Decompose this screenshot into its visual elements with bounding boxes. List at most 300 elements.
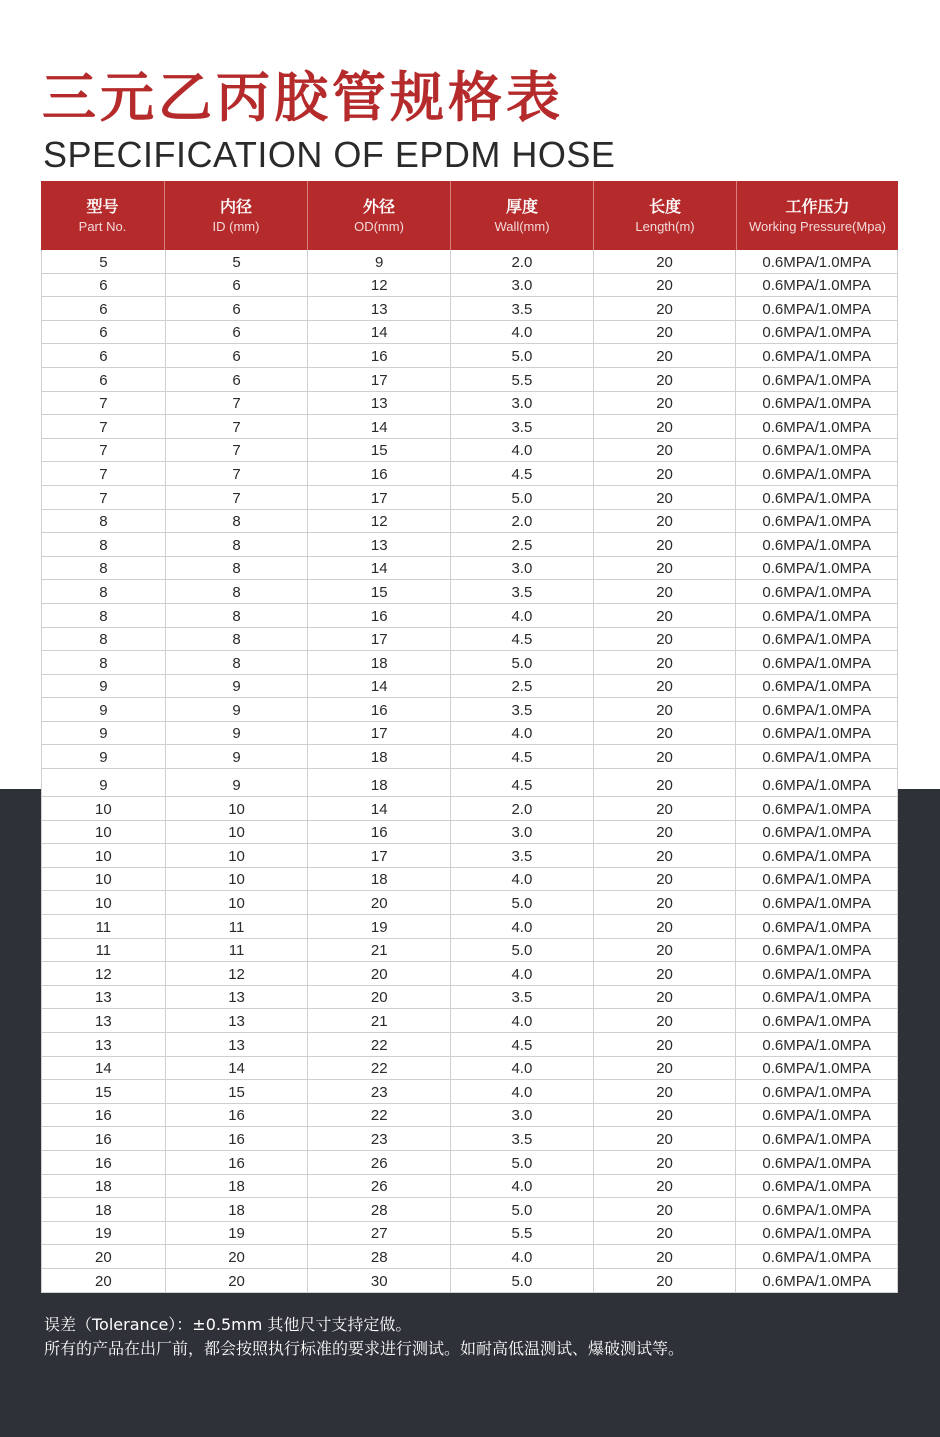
table-row [42, 986, 897, 1010]
table-cell: 20 [594, 722, 737, 745]
table-cell: 7 [42, 392, 166, 415]
table-cell: 20 [594, 250, 737, 273]
table-cell: 5.0 [451, 344, 594, 367]
table-cell: 14 [166, 1057, 309, 1080]
table-cell: 10 [42, 797, 166, 820]
table-cell: 3.5 [451, 415, 594, 438]
table-cell: 7 [42, 439, 166, 462]
table-cell: 3.0 [451, 274, 594, 297]
table-row [42, 1222, 897, 1246]
table-cell: 26 [308, 1175, 451, 1198]
table-cell: 0.6MPA/1.0MPA [762, 824, 872, 842]
header-label-cn: 工作压力 [785, 196, 850, 216]
table-cell: 30 [308, 1269, 451, 1292]
table-cell: 0.6MPA/1.0MPA [762, 871, 872, 889]
table-cell: 21 [308, 939, 451, 962]
table-cell: 9 [42, 722, 166, 745]
table-cell: 0.6MPA/1.0MPA [762, 725, 872, 743]
table-cell: 8 [166, 651, 309, 674]
table-cell: 8 [42, 628, 166, 651]
table-cell: 6 [42, 368, 166, 391]
table-cell: 0.6MPA/1.0MPA [762, 1060, 872, 1078]
table-row [42, 745, 897, 769]
table-cell: 16 [308, 344, 451, 367]
table-cell: 0.6MPA/1.0MPA [762, 942, 872, 960]
table-cell: 15 [308, 439, 451, 462]
table-cell: 16 [166, 1151, 309, 1174]
table-cell: 10 [166, 868, 309, 891]
table-cell: 20 [594, 1033, 737, 1056]
table-cell: 0.6MPA/1.0MPA [762, 418, 872, 436]
table-cell: 11 [42, 915, 166, 938]
table-cell: 14 [308, 557, 451, 580]
table-cell: 4.0 [451, 962, 594, 985]
table-cell: 20 [594, 675, 737, 698]
header-label-cn: 外径 [362, 196, 395, 216]
table-row [42, 797, 897, 821]
table-cell: 11 [166, 915, 309, 938]
table-cell: 20 [594, 891, 737, 914]
table-header [41, 181, 898, 250]
table-row [42, 628, 897, 652]
table-cell: 9 [42, 675, 166, 698]
table-row [42, 915, 897, 939]
table-row [42, 250, 897, 274]
table-cell: 5.0 [451, 939, 594, 962]
table-cell: 16 [308, 821, 451, 844]
table-cell: 22 [308, 1057, 451, 1080]
table-cell: 20 [594, 1175, 737, 1198]
table-cell: 0.6MPA/1.0MPA [762, 513, 872, 531]
table-cell: 7 [42, 486, 166, 509]
table-row [42, 344, 897, 368]
table-cell: 16 [166, 1127, 309, 1150]
table-cell: 0.6MPA/1.0MPA [762, 253, 872, 271]
table-row [42, 651, 897, 675]
table-cell: 0.6MPA/1.0MPA [762, 347, 872, 365]
table-cell: 28 [308, 1245, 451, 1268]
footnotes [44, 1313, 684, 1361]
table-cell: 4.0 [451, 439, 594, 462]
table-cell: 0.6MPA/1.0MPA [762, 965, 872, 983]
table-cell: 13 [308, 533, 451, 556]
table-cell: 5.0 [451, 486, 594, 509]
table-cell: 0.6MPA/1.0MPA [762, 847, 872, 865]
table-cell: 20 [594, 868, 737, 891]
table-cell: 20 [594, 392, 737, 415]
table-cell: 0.6MPA/1.0MPA [762, 1225, 872, 1243]
table-cell: 2.5 [451, 533, 594, 556]
table-cell: 8 [42, 557, 166, 580]
table-cell: 20 [308, 986, 451, 1009]
table-cell: 7 [166, 392, 309, 415]
table-row [42, 769, 897, 797]
table-row [42, 698, 897, 722]
table-cell: 22 [308, 1033, 451, 1056]
table-cell: 20 [594, 580, 737, 603]
table-cell: 6 [42, 344, 166, 367]
table-cell: 4.5 [451, 628, 594, 651]
table-cell: 4.5 [451, 769, 594, 796]
table-cell: 0.6MPA/1.0MPA [762, 1201, 872, 1219]
table-cell: 20 [594, 321, 737, 344]
table-row [42, 1033, 897, 1057]
table-cell: 20 [594, 1127, 737, 1150]
table-cell: 9 [166, 769, 309, 796]
table-cell: 0.6MPA/1.0MPA [762, 1107, 872, 1125]
table-cell: 7 [166, 415, 309, 438]
table-cell: 7 [166, 462, 309, 485]
table-cell: 8 [166, 510, 309, 533]
table-cell: 18 [308, 745, 451, 768]
table-cell: 0.6MPA/1.0MPA [762, 1083, 872, 1101]
table-cell: 2.5 [451, 675, 594, 698]
table-cell: 13 [42, 1009, 166, 1032]
table-row [42, 1080, 897, 1104]
table-cell: 17 [308, 368, 451, 391]
header-label-en: OD(mm) [354, 218, 404, 234]
table-cell: 6 [166, 344, 309, 367]
table-row [42, 1009, 897, 1033]
table-cell: 20 [594, 821, 737, 844]
table-cell: 0.6MPA/1.0MPA [762, 371, 872, 389]
table-cell: 20 [594, 462, 737, 485]
header-label-cn: 型号 [86, 196, 119, 216]
table-cell: 8 [166, 580, 309, 603]
table-row [42, 274, 897, 298]
table-cell: 5.0 [451, 1198, 594, 1221]
table-cell: 0.6MPA/1.0MPA [762, 489, 872, 507]
table-row [42, 962, 897, 986]
table-row [42, 722, 897, 746]
table-cell: 4.0 [451, 604, 594, 627]
table-cell: 20 [594, 1198, 737, 1221]
table-cell: 20 [594, 844, 737, 867]
table-row [42, 844, 897, 868]
table-row [42, 868, 897, 892]
table-cell: 20 [594, 1269, 737, 1292]
table-cell: 20 [594, 1057, 737, 1080]
table-cell: 20 [594, 557, 737, 580]
table-cell: 10 [166, 797, 309, 820]
header-part-no [41, 181, 165, 250]
table-cell: 23 [308, 1127, 451, 1150]
table-cell: 0.6MPA/1.0MPA [762, 442, 872, 460]
table-cell: 5.5 [451, 1222, 594, 1245]
table-cell: 0.6MPA/1.0MPA [762, 1013, 872, 1030]
table-cell: 3.0 [451, 557, 594, 580]
table-body [41, 250, 898, 1293]
table-cell: 28 [308, 1198, 451, 1221]
table-cell: 16 [166, 1104, 309, 1127]
table-cell: 8 [42, 651, 166, 674]
table-cell: 20 [594, 415, 737, 438]
table-cell: 4.5 [451, 1033, 594, 1056]
table-cell: 14 [308, 675, 451, 698]
table-cell: 0.6MPA/1.0MPA [762, 989, 872, 1007]
spec-table [41, 181, 898, 1293]
table-cell: 0.6MPA/1.0MPA [762, 395, 872, 413]
table-cell: 0.6MPA/1.0MPA [762, 1036, 872, 1054]
table-row [42, 321, 897, 345]
table-cell: 13 [308, 297, 451, 320]
table-cell: 10 [166, 891, 309, 914]
table-cell: 20 [594, 628, 737, 651]
table-cell: 3.5 [451, 844, 594, 867]
table-cell: 12 [308, 274, 451, 297]
table-cell: 20 [308, 891, 451, 914]
header-inner-diameter [165, 181, 308, 250]
table-cell: 4.5 [451, 745, 594, 768]
table-cell: 12 [42, 962, 166, 985]
header-label-en: Wall(mm) [494, 218, 550, 234]
page-title-chinese: 三元乙丙胶管规格表 [42, 66, 564, 129]
table-cell: 19 [42, 1222, 166, 1245]
table-cell: 0.6MPA/1.0MPA [762, 583, 872, 601]
table-cell: 5.0 [451, 651, 594, 674]
table-cell: 0.6MPA/1.0MPA [762, 560, 872, 578]
header-label-cn: 长度 [648, 196, 681, 216]
table-cell: 20 [594, 344, 737, 367]
header-label-en: ID (mm) [212, 218, 260, 234]
table-cell: 16 [42, 1104, 166, 1127]
table-row [42, 821, 897, 845]
table-cell: 4.0 [451, 1009, 594, 1032]
table-cell: 15 [166, 1080, 309, 1103]
table-cell: 11 [42, 939, 166, 962]
table-cell: 18 [166, 1198, 309, 1221]
table-cell: 13 [166, 1009, 309, 1032]
table-cell: 8 [42, 510, 166, 533]
table-cell: 8 [166, 628, 309, 651]
table-cell: 13 [166, 986, 309, 1009]
table-cell: 6 [42, 297, 166, 320]
page-title-english: SPECIFICATION OF EPDM HOSE [43, 134, 616, 175]
table-cell: 18 [42, 1198, 166, 1221]
header-label-cn: 内径 [219, 196, 252, 216]
table-cell: 14 [42, 1057, 166, 1080]
table-cell: 11 [166, 939, 309, 962]
table-cell: 20 [594, 651, 737, 674]
table-cell: 16 [308, 604, 451, 627]
table-cell: 0.6MPA/1.0MPA [762, 1272, 872, 1290]
table-cell: 0.6MPA/1.0MPA [762, 678, 872, 696]
table-row [42, 1104, 897, 1128]
table-row [42, 486, 897, 510]
table-cell: 18 [308, 651, 451, 674]
table-cell: 8 [42, 580, 166, 603]
table-row [42, 1175, 897, 1199]
table-cell: 16 [308, 462, 451, 485]
table-cell: 0.6MPA/1.0MPA [762, 324, 872, 342]
table-cell: 21 [308, 1009, 451, 1032]
table-cell: 6 [166, 321, 309, 344]
table-cell: 8 [166, 604, 309, 627]
table-cell: 7 [166, 486, 309, 509]
table-row [42, 1245, 897, 1269]
table-cell: 15 [308, 580, 451, 603]
table-cell: 8 [166, 533, 309, 556]
table-cell: 5 [42, 250, 166, 273]
table-cell: 20 [594, 698, 737, 721]
table-cell: 9 [166, 745, 309, 768]
table-cell: 9 [42, 698, 166, 721]
testing-note: 所有的产品在出厂前，都会按照执行标准的要求进行测试。如耐高低温测试、爆破测试等。 [44, 1339, 685, 1358]
table-row [42, 604, 897, 628]
table-cell: 10 [42, 868, 166, 891]
table-cell: 5 [166, 250, 309, 273]
table-cell: 14 [308, 415, 451, 438]
table-cell: 8 [42, 604, 166, 627]
table-cell: 6 [166, 274, 309, 297]
table-cell: 19 [166, 1222, 309, 1245]
table-cell: 20 [594, 1104, 737, 1127]
table-row [42, 1151, 897, 1175]
table-cell: 6 [42, 321, 166, 344]
header-label-en: Length(m) [635, 218, 695, 234]
table-cell: 20 [308, 962, 451, 985]
table-cell: 20 [166, 1245, 309, 1268]
table-cell: 16 [42, 1151, 166, 1174]
table-cell: 20 [594, 1245, 737, 1268]
table-cell: 20 [594, 1151, 737, 1174]
table-row [42, 510, 897, 534]
table-row [42, 1269, 897, 1293]
table-row [42, 580, 897, 604]
table-cell: 20 [42, 1269, 166, 1292]
table-cell: 0.6MPA/1.0MPA [762, 701, 872, 719]
table-cell: 4.0 [451, 1080, 594, 1103]
table-cell: 6 [166, 297, 309, 320]
table-cell: 3.5 [451, 986, 594, 1009]
table-cell: 0.6MPA/1.0MPA [762, 631, 872, 649]
table-cell: 7 [42, 415, 166, 438]
table-row [42, 891, 897, 915]
header-label-en: Part No. [78, 218, 127, 234]
table-cell: 20 [594, 986, 737, 1009]
table-cell: 5.0 [451, 891, 594, 914]
table-cell: 0.6MPA/1.0MPA [762, 536, 872, 554]
table-cell: 18 [308, 868, 451, 891]
table-cell: 13 [42, 986, 166, 1009]
table-cell: 3.5 [451, 297, 594, 320]
table-cell: 14 [308, 797, 451, 820]
table-cell: 7 [42, 462, 166, 485]
table-cell: 18 [308, 769, 451, 796]
table-cell: 18 [166, 1175, 309, 1198]
table-cell: 5.0 [451, 1269, 594, 1292]
table-cell: 17 [308, 844, 451, 867]
table-row [42, 939, 897, 963]
table-row [42, 462, 897, 486]
tolerance-note: 误差（Tolerance）：±0.5mm 其他尺寸支持定做。 [44, 1315, 412, 1334]
table-cell: 20 [594, 533, 737, 556]
table-cell: 9 [42, 745, 166, 768]
table-cell: 20 [594, 439, 737, 462]
table-cell: 23 [308, 1080, 451, 1103]
table-cell: 0.6MPA/1.0MPA [762, 654, 872, 672]
table-cell: 9 [308, 250, 451, 273]
table-cell: 10 [166, 821, 309, 844]
table-cell: 0.6MPA/1.0MPA [762, 1248, 872, 1266]
table-cell: 16 [308, 698, 451, 721]
table-cell: 0.6MPA/1.0MPA [762, 777, 872, 795]
table-cell: 9 [42, 769, 166, 796]
table-row [42, 557, 897, 581]
table-cell: 0.6MPA/1.0MPA [762, 918, 872, 936]
table-cell: 15 [42, 1080, 166, 1103]
table-cell: 17 [308, 486, 451, 509]
table-row [42, 1057, 897, 1081]
table-cell: 17 [308, 628, 451, 651]
table-cell: 4.0 [451, 868, 594, 891]
table-cell: 20 [166, 1269, 309, 1292]
header-label-cn: 厚度 [505, 196, 538, 216]
table-row [42, 392, 897, 416]
table-row [42, 675, 897, 699]
table-cell: 9 [166, 675, 309, 698]
table-cell: 9 [166, 698, 309, 721]
table-cell: 4.0 [451, 1175, 594, 1198]
header-working-pressure [737, 181, 898, 250]
table-cell: 20 [594, 962, 737, 985]
table-cell: 20 [594, 486, 737, 509]
table-cell: 20 [594, 915, 737, 938]
table-cell: 12 [308, 510, 451, 533]
table-cell: 13 [308, 392, 451, 415]
table-cell: 0.6MPA/1.0MPA [762, 277, 872, 295]
table-cell: 12 [166, 962, 309, 985]
table-cell: 10 [42, 821, 166, 844]
table-cell: 5.0 [451, 1151, 594, 1174]
table-cell: 2.0 [451, 510, 594, 533]
table-cell: 22 [308, 1104, 451, 1127]
table-cell: 13 [42, 1033, 166, 1056]
table-cell: 4.0 [451, 321, 594, 344]
table-cell: 19 [308, 915, 451, 938]
table-cell: 0.6MPA/1.0MPA [762, 465, 872, 483]
table-row [42, 297, 897, 321]
table-cell: 20 [594, 1222, 737, 1245]
table-cell: 7 [166, 439, 309, 462]
table-cell: 8 [42, 533, 166, 556]
table-cell: 26 [308, 1151, 451, 1174]
table-cell: 0.6MPA/1.0MPA [762, 749, 872, 767]
table-cell: 3.0 [451, 821, 594, 844]
table-cell: 5.5 [451, 368, 594, 391]
header-wall-thickness [451, 181, 594, 250]
table-cell: 0.6MPA/1.0MPA [762, 1178, 872, 1196]
table-cell: 0.6MPA/1.0MPA [762, 895, 872, 913]
table-cell: 10 [42, 844, 166, 867]
table-cell: 20 [594, 745, 737, 768]
table-cell: 20 [42, 1245, 166, 1268]
table-cell: 20 [594, 1080, 737, 1103]
table-cell: 4.0 [451, 722, 594, 745]
table-row [42, 439, 897, 463]
table-cell: 17 [308, 722, 451, 745]
header-label-en: Working Pressure(Mpa) [748, 218, 887, 234]
table-cell: 20 [594, 274, 737, 297]
table-cell: 4.0 [451, 1245, 594, 1268]
table-cell: 3.0 [451, 392, 594, 415]
table-cell: 6 [42, 274, 166, 297]
table-cell: 16 [42, 1127, 166, 1150]
table-cell: 6 [166, 368, 309, 391]
table-row [42, 368, 897, 392]
table-cell: 3.5 [451, 698, 594, 721]
table-cell: 13 [166, 1033, 309, 1056]
